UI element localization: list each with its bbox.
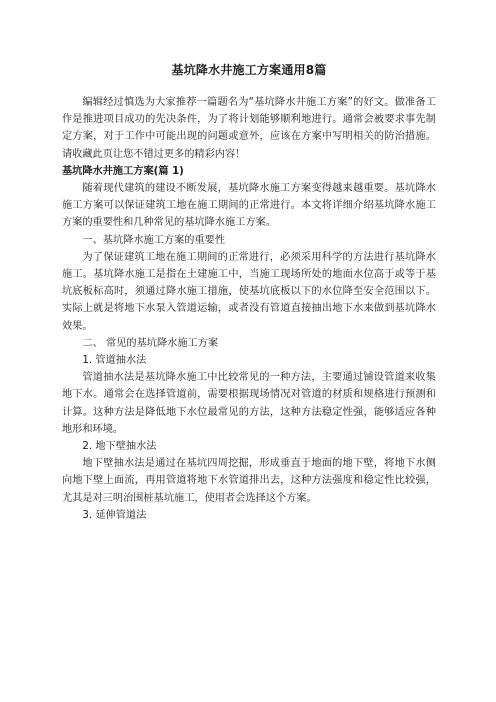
body-paragraph: 管道抽水法是基坑降水施工中比较常见的一种方法，主要通过铺设管道来收集地下水。通常会在选择管道前，需要根据现场情况对管道的材质和规格进行预测和计算。这种方法是降低地下水位最常见的方法，这种方法稳定性强，能够适应各种地形和环境。 (62, 372, 436, 435)
body-paragraph: 随着现代建筑的建设不断发展，基坑降水施工方案变得越来越重要。基坑降水施工方案可以保证建筑工地在施工期间的正常进行。本文将详细介绍基坑降水施工方案的重要性和几种常见的基坑降水施工方案。 (62, 183, 436, 229)
body-paragraph: 地下壁抽水法是通过在基坑四周挖掘，形成垂直于地面的地下壁，将地下水侧向地下壁上面流，再用管道将地下水管道排出去，这种方法强度和稳定性比较强，尤其是对三明治围桩基坑施工，使用者会选择这个方案。 (62, 458, 436, 504)
document-title: 基坑降水井施工方案通用8篇 (171, 63, 327, 77)
method-heading: 2. 地下壁抽水法 (82, 441, 157, 453)
body-paragraph: 为了保证建筑工地在施工期间的正常进行，必须采用科学的方法进行基坑降水施工。基坑降水施工是指在土建施工中，当施工现场所处的地面水位高于或等于基坑底板标高时，须通过降水施工措施，使基坑底板以下的水位降至安全范围以下。实际上就是将地下水泵入管道运输，或者没有管道直接抽出地下水来做到基坑降水效果。 (62, 251, 436, 332)
method-heading: 3. 延伸管道法 (82, 509, 147, 521)
intro-paragraph: 编辑经过慎选为大家推荐一篇题名为“基坑降水井施工方案”的好文。做准备工作是推进项目成功的先决条件，为了将计划能够顺利地进行。通常会被要求事先制定方案，对于工作中可能出现的问题或意外，应该在方案中写明相关的防治措施。请收藏此页让您不错过更多的精彩内容！ (62, 97, 436, 160)
heading-importance: 一、基坑降水施工方案的重要性 (82, 234, 226, 246)
document-page (62, 62, 436, 524)
heading-common-methods: 二、 常见的基坑降水施工方案 (82, 337, 219, 349)
section-title: 基坑降水井施工方案(篇 1) (62, 165, 184, 177)
method-heading: 1. 管道抽水法 (82, 355, 147, 367)
